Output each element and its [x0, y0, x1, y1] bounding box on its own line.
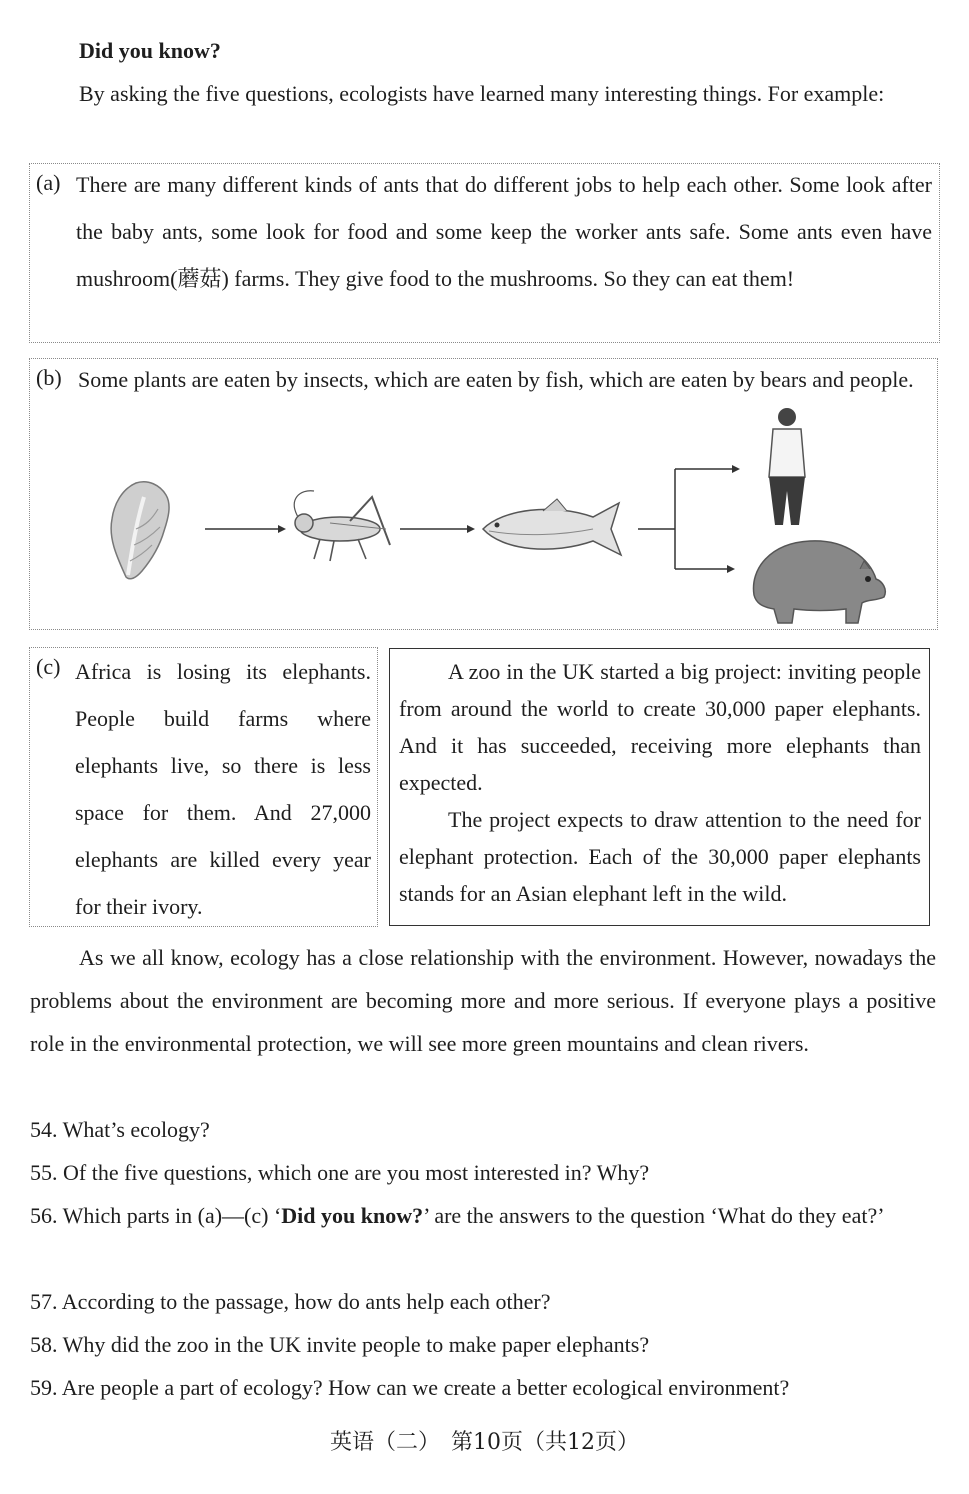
grasshopper-icon — [294, 491, 390, 561]
lettuce-icon — [111, 482, 169, 579]
box-c — [29, 647, 378, 927]
box-b — [29, 358, 938, 630]
zoo-paragraph-1: A zoo in the UK started a big project: inviting people from around the world to create 30,000 paper elephants. And it has succeeded, receiving more elephants than expected. — [399, 659, 921, 795]
box-b-label: (b) — [36, 365, 62, 390]
question-58: 58. Why did the zoo in the UK invite people to make paper elephants? — [30, 1332, 650, 1357]
box-c-text: Africa is losing its elephants. People build farms where elephants live, so there is less space for them. And 27,000 elephants are killed every year for their ivory. — [75, 659, 371, 919]
zoo-project-box — [389, 648, 930, 926]
food-chain-diagram — [30, 359, 939, 631]
box-c-label: (c) — [36, 654, 61, 679]
question-55: 55. Of the five questions, which one are you most interested in? Why? — [30, 1160, 650, 1185]
question-59: 59. Are people a part of ecology? How can we create a better ecological environment? — [30, 1375, 790, 1400]
section-heading: Did you know? — [79, 38, 221, 63]
question-57: 57. According to the passage, how do ants help each other? — [30, 1289, 551, 1314]
arrow-plant-to-insect — [205, 525, 286, 533]
question-56-prefix: 56. Which parts in (a)—(c) ‘ — [30, 1203, 282, 1228]
box-a-label: (a) — [36, 170, 61, 195]
box-a-text: There are many different kinds of ants that do different jobs to help each other. Some look after the baby ants, some look for food and some keep the worker ants safe. Some ants even have mushroom(蘑菇) farms. They give food to the mushrooms. So they can eat them! — [76, 172, 932, 291]
question-54: 54. What’s ecology? — [30, 1117, 210, 1142]
box-a — [29, 163, 940, 343]
bear-icon — [753, 541, 885, 623]
arrow-insect-to-fish — [400, 525, 475, 533]
arrow-fish-to-predators — [638, 465, 740, 573]
question-56-bold: Did you know? — [281, 1203, 424, 1228]
box-b-text: Some plants are eaten by insects, which are eaten by fish, which are eaten by bears and people. — [78, 367, 914, 392]
closing-paragraph: As we all know, ecology has a close relationship with the environment. However, nowadays the problems about the environment are becoming more and more serious. If everyone plays a positive role in the environmental protection, we will see more green mountains and clean rivers. — [30, 945, 936, 1056]
question-56-suffix: ’ are the answers to the question ‘What do they eat?’ — [423, 1203, 885, 1228]
person-icon — [769, 408, 805, 525]
page-footer: 英语（二） 第10页（共12页） — [330, 1430, 639, 1455]
question-56 — [30, 1194, 936, 1237]
intro-paragraph: By asking the five questions, ecologists have learned many interesting things. For example: — [79, 81, 885, 106]
zoo-paragraph-2: The project expects to draw attention to the need for elephant protection. Each of the 30,000 paper elephants stands for an Asian elephant left in the wild. — [399, 807, 921, 906]
fish-icon — [483, 499, 621, 555]
